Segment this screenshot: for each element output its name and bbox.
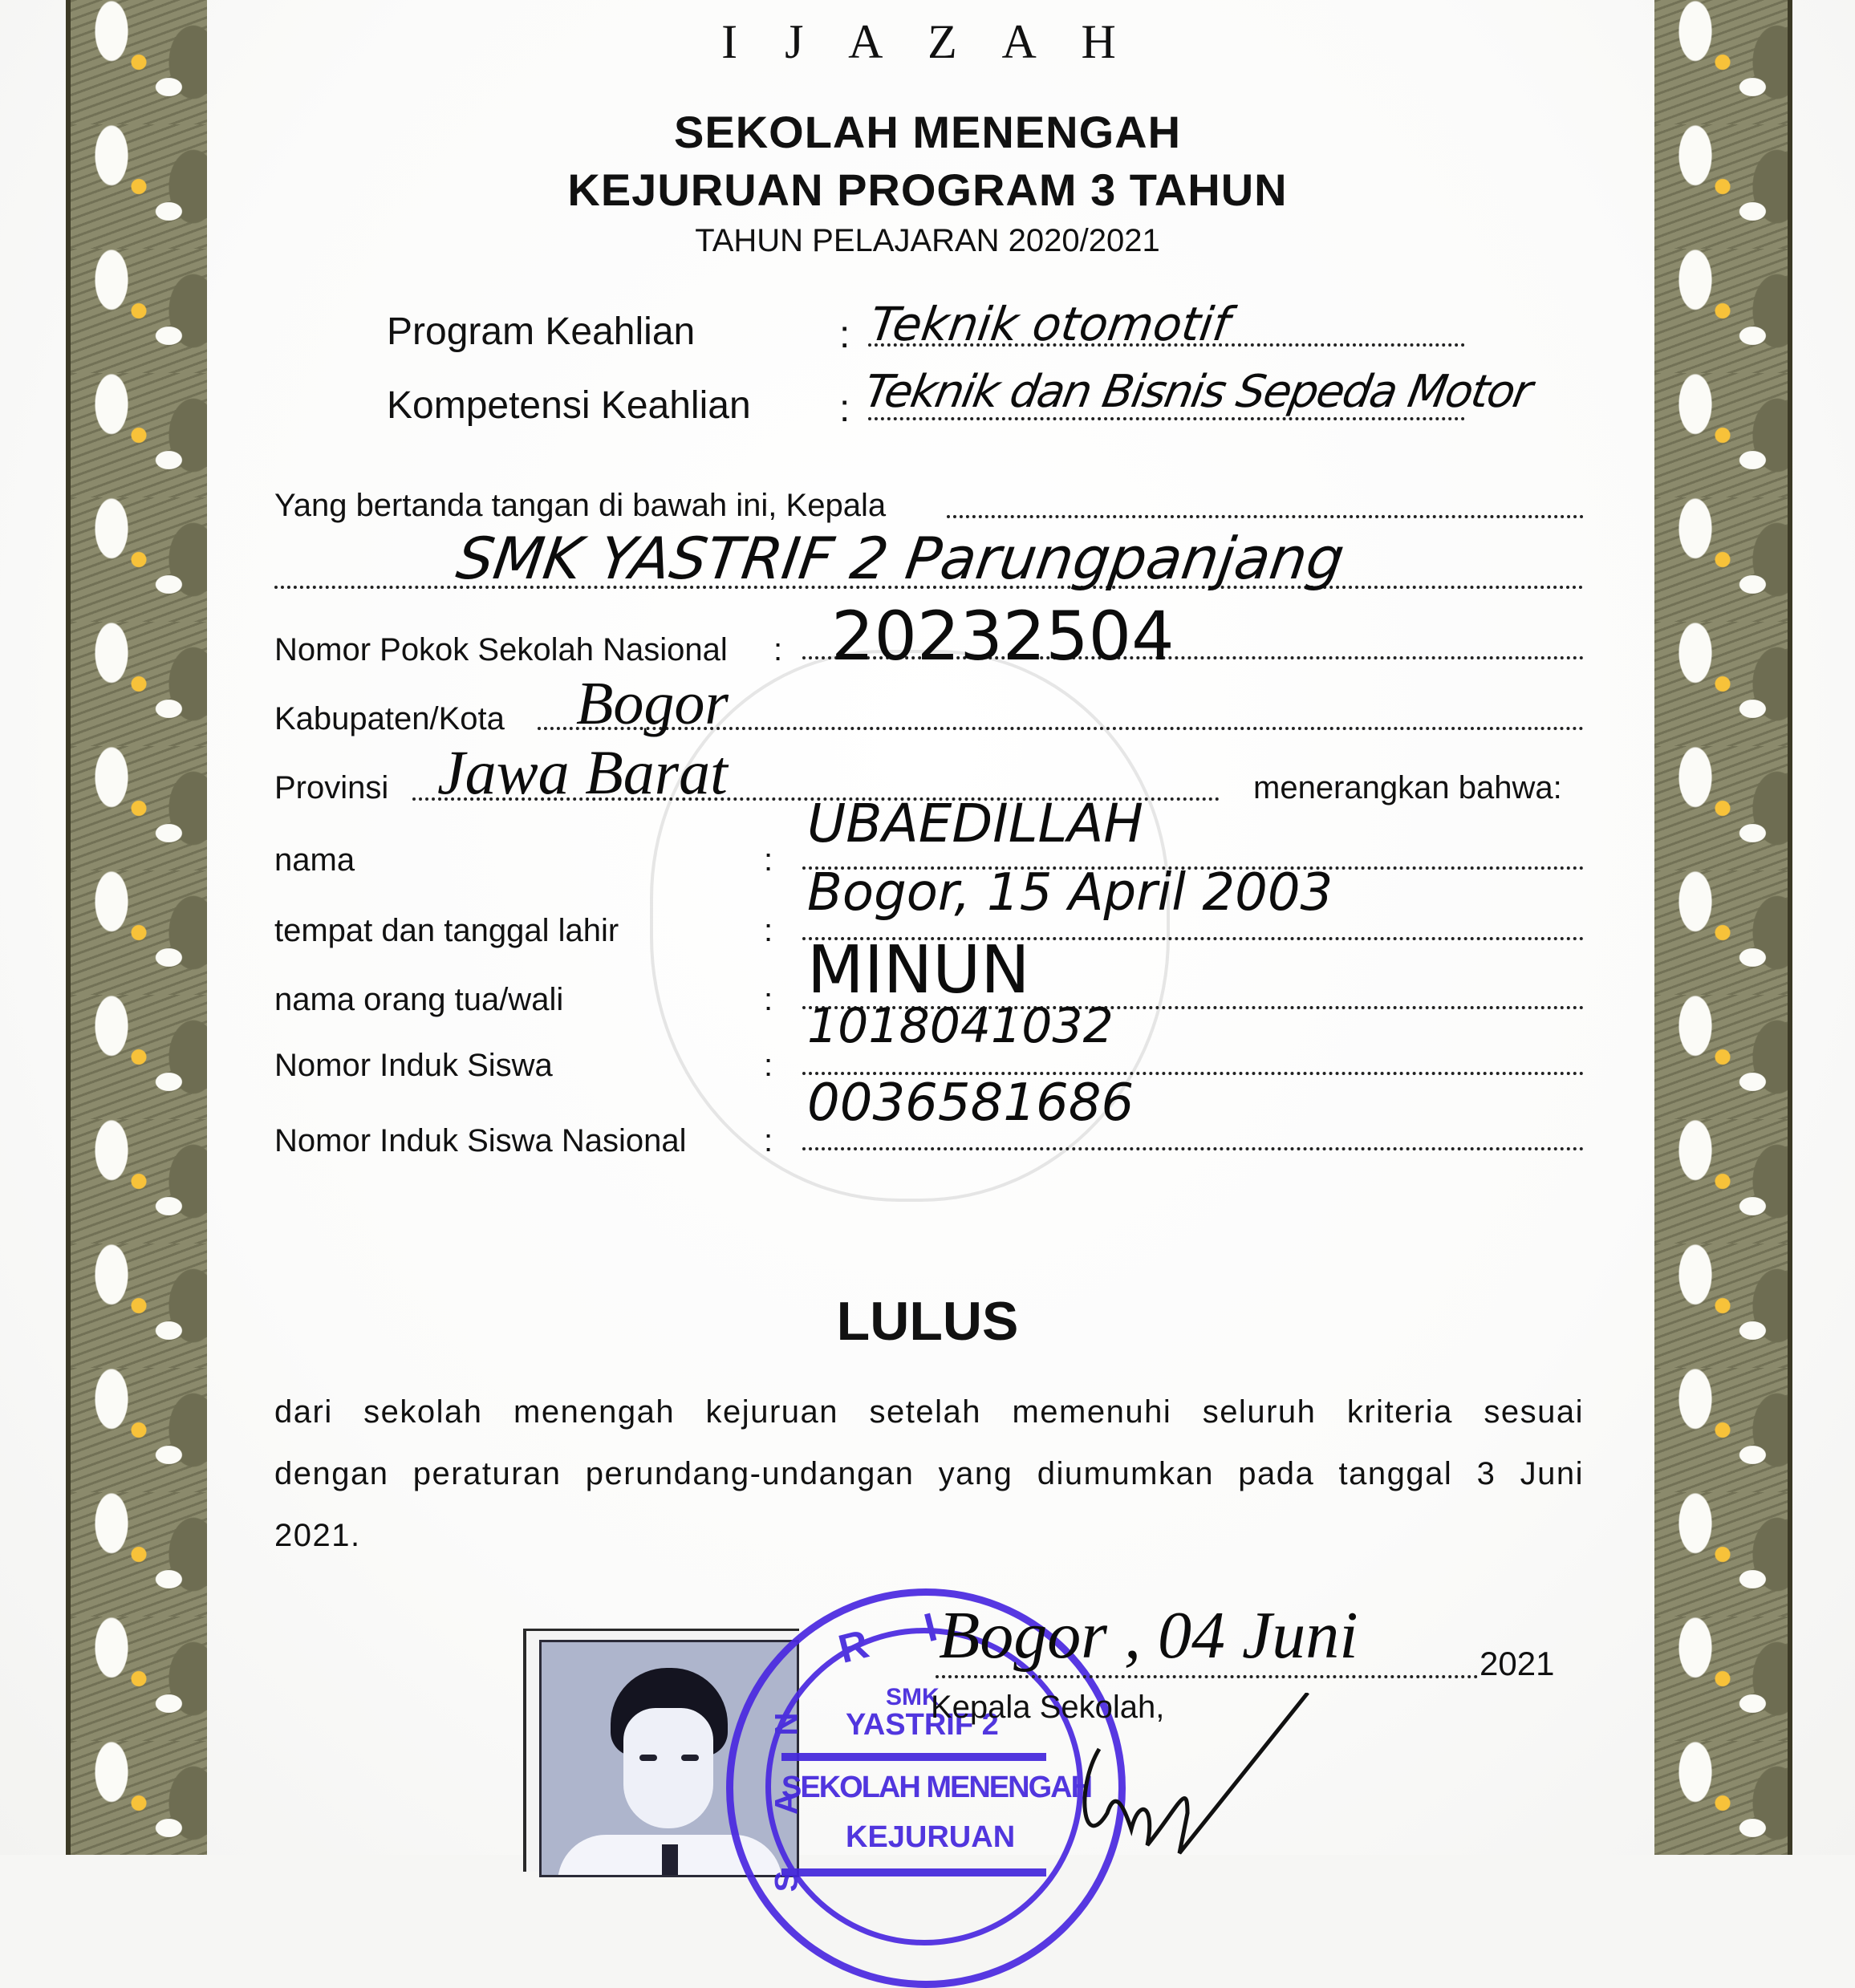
student-field-value: UBAEDILLAH <box>807 793 1144 854</box>
stamp-line1: SMK <box>886 1684 940 1710</box>
stamp-line3: SEKOLAH MENENGAH <box>781 1771 1092 1804</box>
graduation-status: LULUS <box>836 1291 1019 1352</box>
colon: : <box>773 632 783 667</box>
certificate-heading: I J A Z A H <box>721 15 1134 68</box>
npsn-label: Nomor Pokok Sekolah Nasional <box>274 632 728 667</box>
student-field-label: nama orang tua/wali <box>274 982 564 1017</box>
student-field-label: Nomor Induk Siswa <box>274 1048 553 1083</box>
signature-year: 2021 <box>1480 1645 1555 1682</box>
province-value: Jawa Barat <box>437 737 728 807</box>
principal-signature <box>1067 1693 1356 1869</box>
program-label: Program Keahlian <box>387 310 696 353</box>
photo-tie <box>662 1844 678 1877</box>
program-value: Teknik otomotif <box>867 297 1234 351</box>
stamp-line4: KEJURUAN <box>846 1820 1016 1854</box>
colon: : <box>764 913 773 948</box>
dotted-line <box>936 1675 1478 1678</box>
photo-face <box>623 1708 713 1828</box>
npsn-value: 20232504 <box>831 597 1175 676</box>
student-field-label: nama <box>274 842 355 878</box>
colon: : <box>764 982 773 1017</box>
student-field-value: 0036581686 <box>807 1073 1135 1133</box>
student-field-value: MINUN <box>807 932 1030 1008</box>
stamp-side-text: S A N <box>769 1688 805 1893</box>
photo-eye <box>639 1755 657 1761</box>
competency-label: Kompetensi Keahlian <box>387 384 751 427</box>
regency-value: Bogor <box>576 670 729 737</box>
photo-eye <box>681 1755 699 1761</box>
dotted-line <box>947 515 1584 518</box>
stamp-bar <box>781 1868 1046 1876</box>
ornamental-border-right <box>1654 0 1792 1855</box>
stamp-bar <box>781 1753 1046 1761</box>
colon: : <box>764 842 773 878</box>
stamp-top-text: R I <box>834 1598 965 1672</box>
signature-stroke <box>1085 1693 1308 1853</box>
student-field-label: Nomor Induk Siswa Nasional <box>274 1123 687 1158</box>
colon: : <box>764 1048 773 1083</box>
colon: : <box>764 1123 773 1158</box>
colon: : <box>839 314 850 356</box>
student-field-value: 1018041032 <box>807 998 1114 1054</box>
certificate-title-line2: KEJURUAN PROGRAM 3 TAHUN <box>567 164 1288 215</box>
ornamental-border-left <box>66 0 207 1855</box>
colon: : <box>839 387 850 430</box>
student-field-value: Bogor, 15 April 2003 <box>807 863 1333 923</box>
declares-label: menerangkan bahwa: <box>1253 770 1562 805</box>
student-field-label: tempat dan tanggal lahir <box>274 913 619 948</box>
regency-label: Kabupaten/Kota <box>274 701 505 736</box>
graduation-statement: dari sekolah menengah kejuruan setelah memenuhi seluruh kriteria sesuai dengan peraturan perundang-undangan yang diumumkan pada tanggal 3 Juni 2021. <box>274 1394 1584 1553</box>
signature-place-date: Bogor , 04 Juni <box>939 1598 1358 1673</box>
certificate-title-line1: SEKOLAH MENENGAH <box>673 107 1182 157</box>
province-label: Provinsi <box>274 770 389 805</box>
competency-value: Teknik dan Bisnis Sepeda Motor <box>860 366 1536 418</box>
stamp-line2: YASTRIF 2 <box>846 1708 999 1742</box>
school-name-value: SMK YASTRIF 2 Parungpanjang <box>453 525 1349 592</box>
dotted-line <box>802 1147 1584 1150</box>
principal-title: Kepala Sekolah, <box>931 1690 1165 1725</box>
academic-year: TAHUN PELAJARAN 2020/2021 <box>695 223 1160 258</box>
intro-label: Yang bertanda tangan di bawah ini, Kepala <box>274 488 887 523</box>
